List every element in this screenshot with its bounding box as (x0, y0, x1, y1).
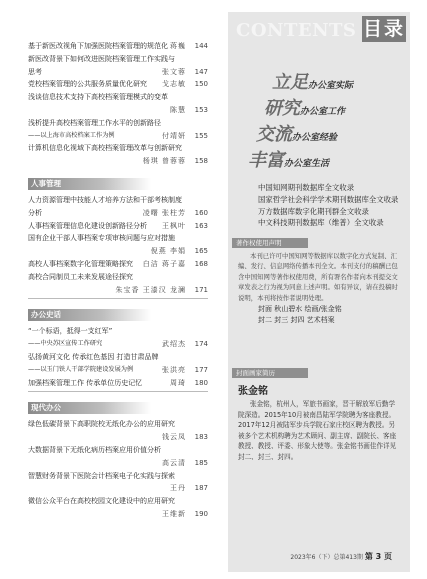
toc-entry (28, 142, 208, 155)
toc-entry-author: 凌曙 张柱芳 (142, 208, 186, 217)
toc-entry (28, 377, 208, 390)
page-number: 第 3 页 (364, 552, 392, 561)
toc-entry (28, 104, 208, 117)
toc-entry-title: 思考 (28, 67, 42, 76)
slogan-1: 立足办公室实际 (272, 72, 354, 93)
notice-text: 本刊已许可中国知网等数据库以数字化方式复制、汇编、发行、信息网络传播本刊全文。本刊支付的稿酬已包含中国知网等著作权使用费，所有署名作者向本刊提交文章发表之行为视为同意上述声明。如有异议，请在投稿时说明，本刊将按作者说明处理。 (238, 252, 398, 302)
toc-entry-author: 陈慧 (170, 105, 186, 114)
toc-entry-author: 倪燕 李娟 (150, 247, 186, 256)
artist-name: 张金铭 (238, 386, 268, 397)
toc-entry-author: 王维新 (162, 509, 186, 518)
database-line: 中文科技期刊数据库（维普）全文收录 (258, 218, 384, 228)
toc-entry-title: 高校合同制员工未来发展途径探究 (28, 272, 133, 281)
toc-entry-title: 人事档案管理信息化建设创新路径分析 (28, 221, 147, 230)
toc-entry-title: 弘扬黄河文化 传承红色基因 打造甘肃品牌 (28, 352, 159, 361)
cover-line: 封面 秋山碧水 绘画/张金铭 (258, 305, 342, 313)
contents-header (228, 12, 410, 46)
cover-line: 封二 封三 封四 艺术档案 (258, 316, 335, 324)
toc-entry-title: 基于新医改视角下加强医院档案管理的规范化 (28, 42, 168, 50)
toc-entry (28, 155, 208, 168)
toc-entry-title: ——以上海市高校档案工作为例 (28, 131, 115, 139)
toc-entry-author: 钱云凤 (162, 433, 186, 442)
toc-entry-page: 147 (194, 67, 208, 76)
toc-entry (28, 245, 208, 258)
toc-entry-page: 185 (194, 458, 208, 467)
notice-title: 著作权使用声明 (232, 238, 308, 248)
section-header-modern-office: 现代办公 (28, 402, 151, 414)
toc-entry (28, 194, 208, 207)
toc-entry-page: 177 (194, 365, 208, 374)
toc-entry-author: 王丹 (170, 484, 186, 493)
database-line: 国家哲学社会科学学术期刊数据库全文收录 (258, 194, 399, 204)
toc-entry-author: 蒋巍 (170, 42, 186, 50)
toc-entry (28, 220, 208, 233)
toc-entry (28, 418, 208, 431)
toc-entry-author: 高云清 (162, 458, 186, 467)
toc-entry (28, 495, 208, 508)
toc-entry-page: 150 (194, 80, 208, 89)
toc-entry-page: 174 (194, 340, 208, 349)
toc-entry (28, 431, 208, 444)
toc-entry-title: 国有企业干部人事档案专项审核问题与应对措施 (28, 234, 175, 243)
toc-entry (28, 271, 208, 284)
toc-entry (28, 53, 208, 66)
slogan-2: 研究办公室工作 (264, 98, 346, 119)
toc-entry-title: 计算机信息化视域下高校档案管理改革与创新研究 (28, 144, 182, 153)
toc-entry (28, 364, 208, 377)
artist-bio: 张金铭，杭州人，军旅书画家，晋干解放军后勤学院深造。2015年10月被南昌陆军学院聘为客座教授。2017年12月被陆军步兵学院石家庄校区聘为教授。另被多个艺术机构聘为艺术顾问、副主席、副院长、客座教授、教授、评委、形象大使等。张金铭书画佳作详见封二、封三、封四。 (238, 400, 397, 461)
toc-entry-title: 新医改背景下如何改进医院档案管理工作实践与 (28, 54, 175, 63)
toc-entry-author: 张洪亮 (162, 365, 186, 374)
toc-entry-page: 168 (194, 259, 208, 268)
toc-entry-page: 183 (194, 433, 208, 442)
section-header-personnel: 人事管理 (28, 178, 151, 190)
toc-entry (28, 457, 208, 470)
toc-entry-author: 武绍杰 (162, 340, 186, 349)
toc-entry-author: 张文蓉 (162, 67, 186, 76)
toc-entry-author: 戈志敏 (162, 80, 186, 89)
artist-bio-box (232, 368, 406, 463)
database-line: 中国知网期刊数据库全文收录 (258, 183, 355, 192)
toc-entry-title: 绿色低碳背景下高职院校无纸化办公的应用研究 (28, 420, 175, 429)
toc-entry-title: 加强档案管理工作 传承单位历史记忆 (28, 378, 143, 387)
toc-entry (28, 284, 208, 297)
toc-entry (28, 338, 208, 351)
toc-entry-page: 171 (194, 285, 208, 294)
toc-entry-title: 微信公众平台在高校校园文化建设中的应用研究 (28, 497, 175, 506)
database-list (258, 182, 398, 229)
section-divider (28, 391, 208, 392)
toc-entry-page: 158 (194, 157, 208, 166)
toc-entry-author: 朱宝香 王漆汉 龙澜 (115, 285, 186, 294)
contents-wordmark: CONTENTS (236, 20, 357, 41)
toc-entry-page: 187 (194, 484, 208, 493)
toc-entry (28, 482, 208, 495)
toc-entry-page: 160 (194, 208, 208, 217)
toc-entry (28, 232, 208, 245)
toc-entry-title: 浅析提升高校档案管理工作水平的创新路径 (28, 118, 161, 127)
toc-entry-title: 分析 (28, 208, 42, 217)
toc-entry-title: 高校人事档案数字化管理策略探究 (28, 259, 133, 268)
toc-entry-title: 大数据背景下无纸化病历档案应用价值分析 (28, 445, 161, 454)
toc-entry-page: 153 (194, 105, 208, 114)
toc-entry (28, 444, 208, 457)
section-divider (28, 298, 208, 299)
toc-entry-author: 付靖妍 (162, 131, 186, 140)
page-footer (290, 551, 392, 562)
toc-entry (28, 325, 208, 338)
toc-entry-author: 杨琪 曾蓉蓉 (142, 157, 186, 166)
cover-credits (258, 304, 342, 326)
toc-entry (28, 258, 208, 271)
slogan-3: 交流办公室经验 (256, 124, 338, 145)
toc-entry-title: 浅谈信息技术支持下高校档案管理模式的变革 (28, 93, 168, 102)
artist-title: 封面画家简历 (232, 368, 308, 378)
toc-entry (28, 78, 208, 91)
toc-entry-page: 190 (194, 509, 208, 518)
toc-entry-page: 144 (194, 42, 208, 50)
toc-entry-page: 155 (194, 131, 208, 140)
issue-info: 2023年6（下）总第413期 (290, 554, 363, 561)
toc-entry-page: 165 (194, 247, 208, 256)
toc-entry (28, 508, 208, 521)
slogan-4: 丰富办公室生活 (248, 150, 330, 171)
contents-panel (228, 12, 410, 572)
toc-entry-title: ——中央苏区宣传工作研究 (28, 340, 103, 348)
toc-entry-author: 周琦 (170, 378, 186, 387)
toc-entry-page: 163 (194, 221, 208, 230)
copyright-notice (232, 238, 406, 303)
toc-entry-author: 王枫叶 (162, 221, 186, 230)
toc-entry (28, 130, 208, 143)
database-line: 万方数据库数字化期刊群全文收录 (258, 206, 369, 216)
toc-entry-title: “一个标语，抵得一支红军” (28, 327, 113, 336)
toc-entry-author: 白洁 蒋子嘉 (142, 259, 186, 268)
toc-entry (28, 91, 208, 104)
toc-entry-title: 智慧财务背景下医院会计档案电子化实践与探索 (28, 471, 175, 480)
section-header-history: 办公史话 (28, 309, 151, 321)
mulu-title: 目录 (362, 18, 405, 40)
toc-entry (28, 40, 208, 53)
toc-entry (28, 207, 208, 220)
toc-entry-title: 人力资源管理中技能人才培养方法和干部考核制度 (28, 195, 182, 204)
toc-entry (28, 66, 208, 79)
toc-entry-page: 180 (194, 378, 208, 387)
toc-entry (28, 351, 208, 364)
toc-column (28, 40, 208, 521)
toc-entry (28, 117, 208, 130)
toc-entry (28, 470, 208, 483)
toc-entry-title: ——以玉门铁人干部学院建设发展为例 (28, 365, 134, 373)
toc-entry-title: 党校档案管理的公共服务质量优化研究 (28, 80, 147, 89)
